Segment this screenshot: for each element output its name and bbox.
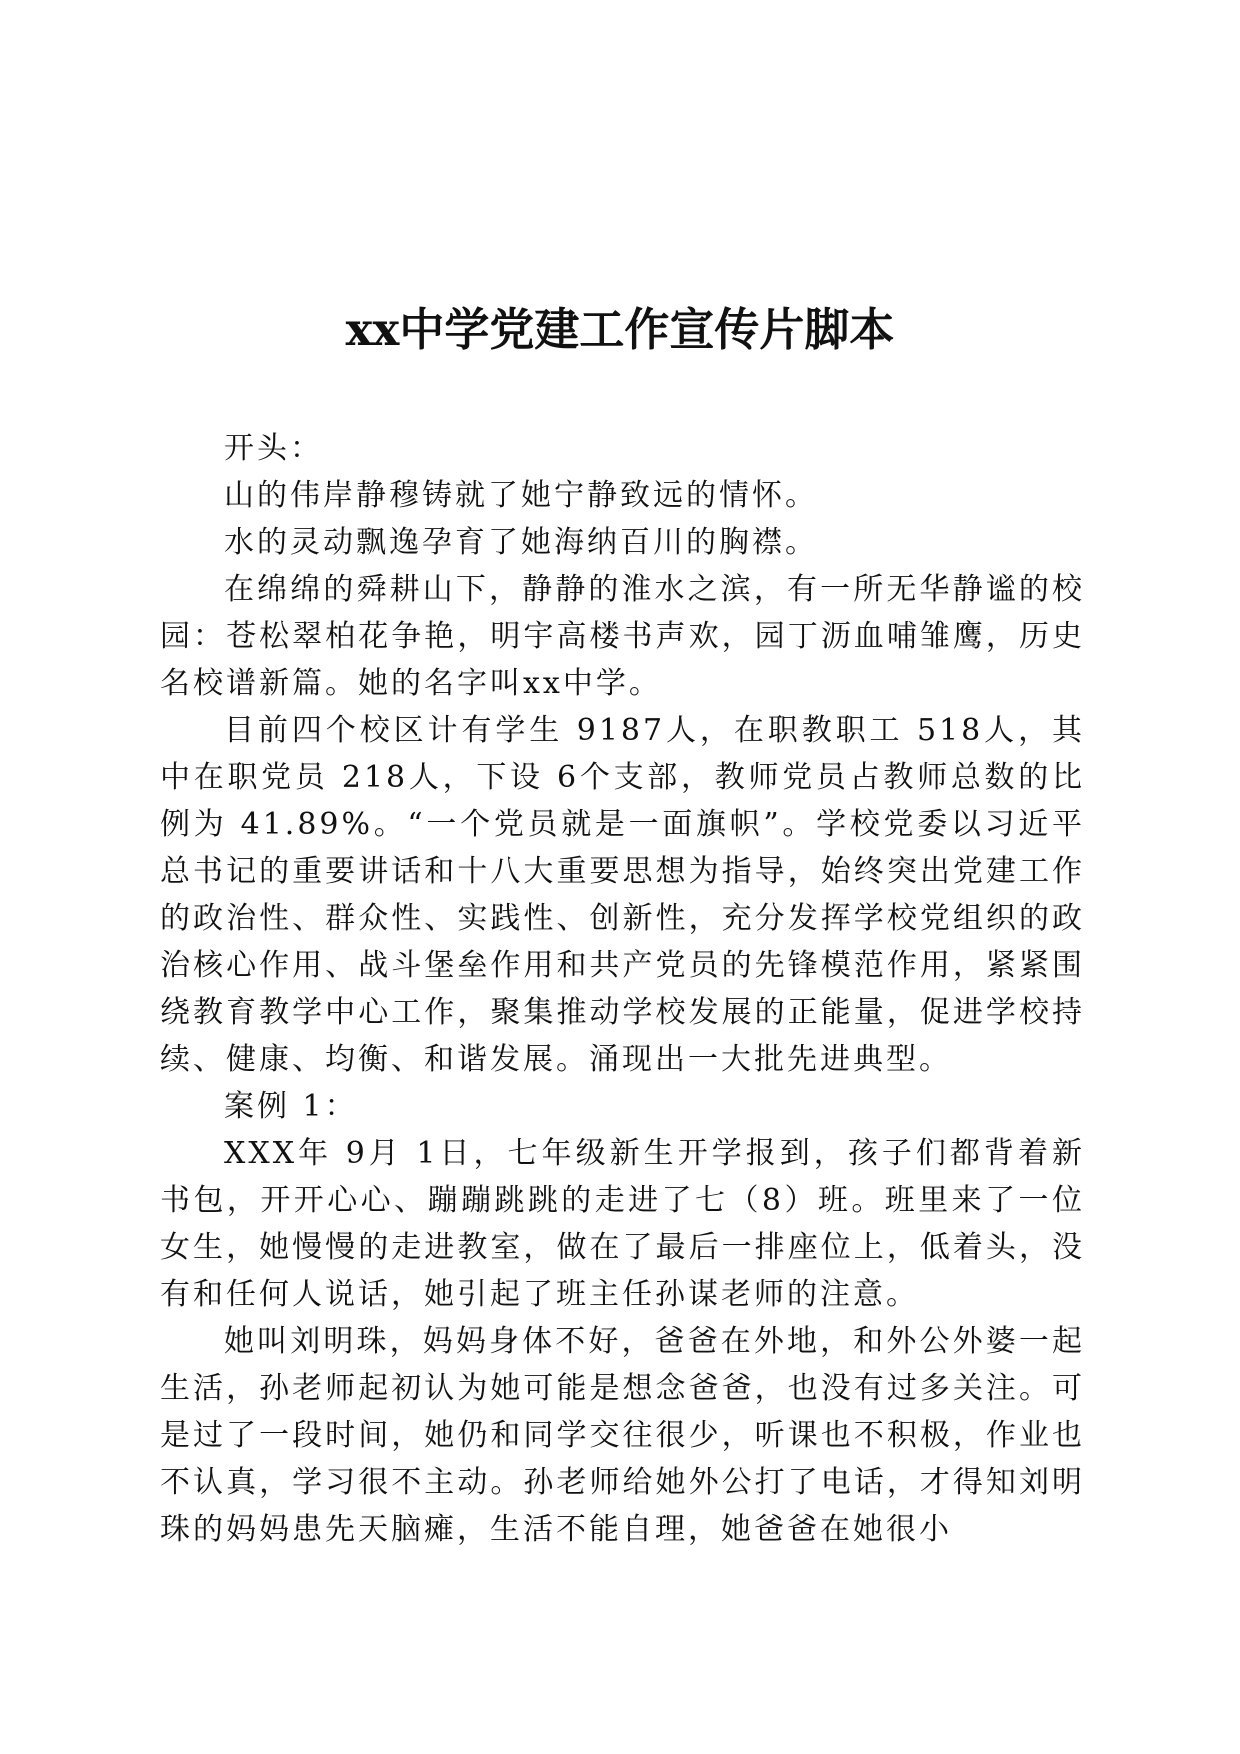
paragraph: 她叫刘明珠，妈妈身体不好，爸爸在外地，和外公外婆一起生活，孙老师起初认为她可能是想念爸爸，也没有过多关注。可是过了一段时间，她仍和同学交往很少，听课也不积极，作业也不认真，学习很不主动。孙老师给她外公打了电话，才得知刘明珠的妈妈患先天脑瘫，生活不能自理，她爸爸在她很小 (160, 1324, 1085, 1547)
paragraph: 水的灵动飘逸孕育了她海纳百川的胸襟。 (224, 525, 818, 560)
document-body (160, 425, 1085, 1553)
paragraph: 在绵绵的舜耕山下，静静的淮水之滨，有一所无华静谧的校园：苍松翠柏花争艳，明宇高楼书声欢，园丁沥血哺雏鹰，历史名校谱新篇。她的名字叫xx中学。 (160, 572, 1085, 701)
paragraph-case-label: 案例 1： (224, 1089, 358, 1124)
paragraph: XXX年 9月 1日，七年级新生开学报到，孩子们都背着新书包，开开心心、蹦蹦跳跳的走进了七（8）班。班里来了一位女生，她慢慢的走进教室，做在了最后一排座位上，低着头，没有和任何人说话，她引起了班主任孙谋老师的注意。 (160, 1136, 1085, 1312)
paragraph: 山的伟岸静穆铸就了她宁静致远的情怀。 (224, 478, 818, 513)
paragraph-opening-label: 开头： (224, 431, 323, 466)
paragraph: 目前四个校区计有学生 9187人，在职教职工 518人，其中在职党员 218人，下设 6个支部，教师党员占教师总数的比例为 41.89%。“一个党员就是一面旗帜”。学校党委以习近平总书记的重要讲话和十八大重要思想为指导，始终突出党建工作的政治性、群众性、实践性、创新性，充分发挥学校党组织的政治核心作用、战斗堡垒作用和共产党员的先锋模范作用，紧紧围绕教育教学中心工作，聚集推动学校发展的正能量，促进学校持续、健康、均衡、和谐发展。涌现出一大批先进典型。 (160, 713, 1085, 1077)
document-title: xx中学党建工作宣传片脚本 (345, 303, 895, 356)
